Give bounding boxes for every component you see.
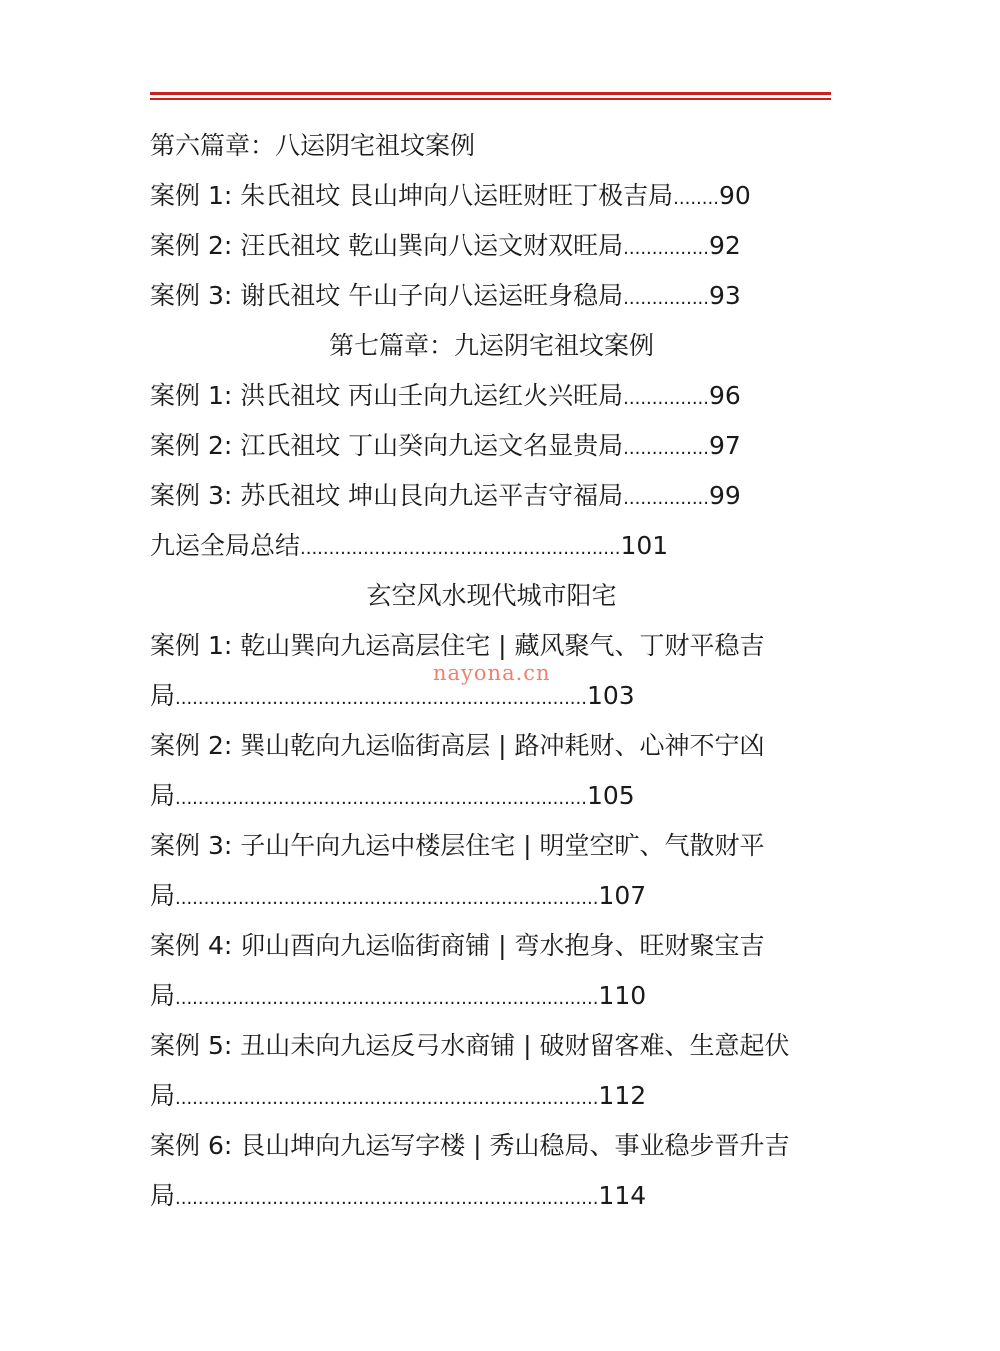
toc-page-number: 105 [586,781,635,810]
toc-entry-title-line1: 案例 1: 乾山巽向九运高层住宅 | 藏风聚气、丁财平稳吉 [150,631,765,660]
watermark-text: nayona.cn [433,661,551,685]
toc-entry-title-line2: 局 [150,1181,176,1210]
toc-entry[interactable] [150,1021,840,1121]
toc-entry[interactable] [150,821,840,921]
toc-page-number: 114 [598,1181,647,1210]
toc-leader-dots: ............... [623,438,709,459]
toc-entry-title: 案例 3: 谢氏祖坟 午山子向八运运旺身稳局 [150,281,624,310]
toc-leader-dots: ............... [623,388,709,409]
toc-leader-dots: ........................................................ [300,538,621,559]
toc-entry[interactable] [150,221,840,271]
toc-entry-title-line2: 局 [150,681,176,710]
toc-entry[interactable] [150,171,840,221]
toc-leader-dots: ............... [623,238,709,259]
header-rule-bottom [150,98,831,100]
toc-page-number: 90 [718,181,751,210]
toc-leader-dots: ........................................................................ [175,688,587,709]
chapter-6-heading: 第六篇章：八运阴宅祖坟案例 [150,131,476,160]
toc-entry-title-line1: 案例 3: 子山午向九运中楼层住宅 | 明堂空旷、气散财平 [150,831,765,860]
toc-entry-summary[interactable] [150,521,840,571]
toc-page-number: 103 [586,681,635,710]
toc-entry[interactable] [150,921,840,1021]
toc-entry-title: 案例 3: 苏氏祖坟 坤山艮向九运平吉守福局 [150,481,624,510]
header-rule-top [150,92,831,95]
toc-entry-title-line2: 局 [150,1081,176,1110]
toc-page-number: 107 [598,881,647,910]
toc-entry-title-line1: 案例 6: 艮山坤向九运写字楼 | 秀山稳局、事业稳步晋升吉 [150,1131,790,1160]
toc-entry-title-line1: 案例 2: 巽山乾向九运临街高层 | 路冲耗财、心神不宁凶 [150,731,765,760]
toc-entry[interactable] [150,271,840,321]
section-modern-heading: 玄空风水现代城市阳宅 [366,581,617,610]
toc-entry-title-line2: 局 [150,781,176,810]
toc-entry-title-line1: 案例 4: 卯山酉向九运临街商铺 | 弯水抱身、旺财聚宝吉 [150,931,765,960]
toc-entry-title-line1: 案例 5: 丑山未向九运反弓水商铺 | 破财留客难、生意起伏 [150,1031,790,1060]
toc-page-number: 99 [709,481,741,510]
toc-page-number: 97 [709,431,741,460]
toc-page-number: 112 [598,1081,647,1110]
toc-entry-title: 案例 1: 朱氏祖坟 艮山坤向八运旺财旺丁极吉局 [150,181,674,210]
toc-entry[interactable] [150,1121,840,1221]
toc-leader-dots: .......................................................................... [175,1088,599,1109]
toc-page-number: 92 [709,231,741,260]
toc-leader-dots: .......................................................................... [175,888,599,909]
toc-entry-title-line2: 局 [150,981,176,1010]
toc-entry-title: 九运全局总结 [150,531,301,560]
toc-page-number: 101 [620,531,669,560]
toc-entry-title: 案例 1: 洪氏祖坟 丙山壬向九运红火兴旺局 [150,381,624,410]
toc-leader-dots: ........ [673,188,719,209]
toc-leader-dots: ............... [623,288,709,309]
toc-entry[interactable] [150,471,840,521]
toc-entry-title-line2: 局 [150,881,176,910]
toc-entry[interactable] [150,421,840,471]
toc-entry[interactable] [150,371,840,421]
toc-entry-title: 案例 2: 汪氏祖坟 乾山巽向八运文财双旺局 [150,231,624,260]
toc-leader-dots: ............... [623,488,709,509]
toc-leader-dots: .......................................................................... [175,1188,599,1209]
toc-entry[interactable] [150,721,840,821]
toc-entry-title: 案例 2: 江氏祖坟 丁山癸向九运文名显贵局 [150,431,624,460]
toc-page-number: 93 [709,281,741,310]
toc-page-number: 110 [598,981,647,1010]
toc-page-number: 96 [709,381,741,410]
toc-leader-dots: ........................................................................ [175,788,587,809]
chapter-7-heading: 第七篇章：九运阴宅祖坟案例 [328,331,654,360]
toc-leader-dots: .......................................................................... [175,988,599,1009]
